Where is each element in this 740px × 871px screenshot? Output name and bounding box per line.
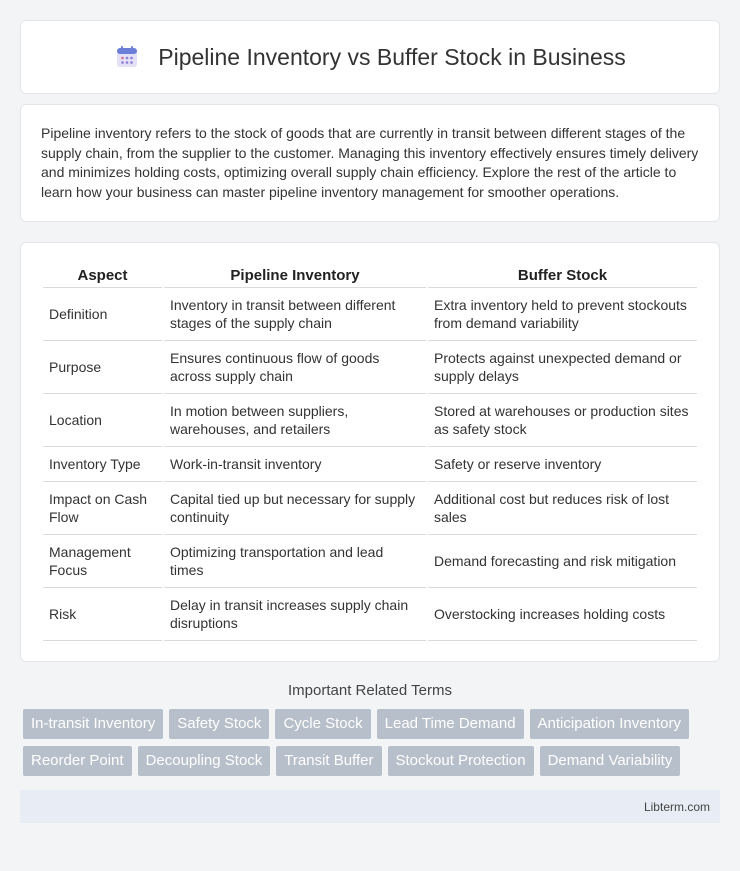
comparison-table — [41, 263, 699, 641]
cell-buffer: Protects against unexpected demand or supply delays — [428, 341, 697, 394]
header-pipeline: Pipeline Inventory — [164, 263, 426, 288]
cell-pipeline: Delay in transit increases supply chain disruptions — [164, 588, 426, 641]
tag-demand-variability[interactable]: Demand Variability — [540, 746, 681, 776]
comparison-table-card — [20, 242, 720, 662]
cell-buffer: Overstocking increases holding costs — [428, 588, 697, 641]
header-buffer: Buffer Stock — [428, 263, 697, 288]
tag-in-transit-inventory[interactable]: In-transit Inventory — [23, 709, 163, 739]
intro-paragraph — [20, 104, 720, 222]
tag-transit-buffer[interactable]: Transit Buffer — [276, 746, 381, 776]
cell-pipeline: Capital tied up but necessary for supply continuity — [164, 482, 426, 535]
header-aspect: Aspect — [43, 263, 162, 288]
tag-lead-time-demand[interactable]: Lead Time Demand — [377, 709, 524, 739]
cell-aspect: Location — [43, 394, 162, 447]
table-row — [43, 394, 697, 447]
intro-text: Pipeline inventory refers to the stock of goods that are currently in transit between different stages of the supply chain, from the supplier to the customer. Managing this inventory effectively ensures timely delivery and minimizes holding costs, optimizing overall supply chain efficiency. Explore the rest of the article to learn how your business can master pipeline inventory management for smoother operations. — [41, 125, 699, 200]
cell-pipeline: Work-in-transit inventory — [164, 447, 426, 482]
cell-aspect: Management Focus — [43, 535, 162, 588]
tag-reorder-point[interactable]: Reorder Point — [23, 746, 132, 776]
header-card — [20, 20, 720, 94]
cell-buffer: Additional cost but reduces risk of lost sales — [428, 482, 697, 535]
cell-buffer: Stored at warehouses or production sites as safety stock — [428, 394, 697, 447]
cell-aspect: Definition — [43, 288, 162, 341]
cell-aspect: Impact on Cash Flow — [43, 482, 162, 535]
cell-pipeline: In motion between suppliers, warehouses, and retailers — [164, 394, 426, 447]
page-title: Pipeline Inventory vs Buffer Stock in Business — [158, 43, 626, 70]
table-row — [43, 482, 697, 535]
tag-anticipation-inventory[interactable]: Anticipation Inventory — [530, 709, 689, 739]
cell-pipeline: Inventory in transit between different stages of the supply chain — [164, 288, 426, 341]
table-row — [43, 341, 697, 394]
tag-safety-stock[interactable]: Safety Stock — [169, 709, 269, 739]
related-terms-title: Important Related Terms — [288, 682, 452, 699]
related-terms-tags — [20, 709, 720, 776]
table-row — [43, 288, 697, 341]
calendar-icon — [114, 44, 140, 70]
cell-buffer: Extra inventory held to prevent stockouts from demand variability — [428, 288, 697, 341]
cell-aspect: Risk — [43, 588, 162, 641]
cell-aspect: Inventory Type — [43, 447, 162, 482]
tag-cycle-stock[interactable]: Cycle Stock — [275, 709, 370, 739]
tag-decoupling-stock[interactable]: Decoupling Stock — [138, 746, 271, 776]
tag-stockout-protection[interactable]: Stockout Protection — [388, 746, 534, 776]
footer-site-link[interactable]: Libterm.com — [643, 799, 710, 814]
cell-pipeline: Optimizing transportation and lead times — [164, 535, 426, 588]
cell-pipeline: Ensures continuous flow of goods across supply chain — [164, 341, 426, 394]
cell-aspect: Purpose — [43, 341, 162, 394]
table-row — [43, 447, 697, 482]
cell-buffer: Demand forecasting and risk mitigation — [428, 535, 697, 588]
footer — [20, 790, 720, 823]
table-header-row — [43, 263, 697, 288]
cell-buffer: Safety or reserve inventory — [428, 447, 697, 482]
table-row — [43, 588, 697, 641]
related-terms-section — [20, 682, 720, 776]
table-row — [43, 535, 697, 588]
